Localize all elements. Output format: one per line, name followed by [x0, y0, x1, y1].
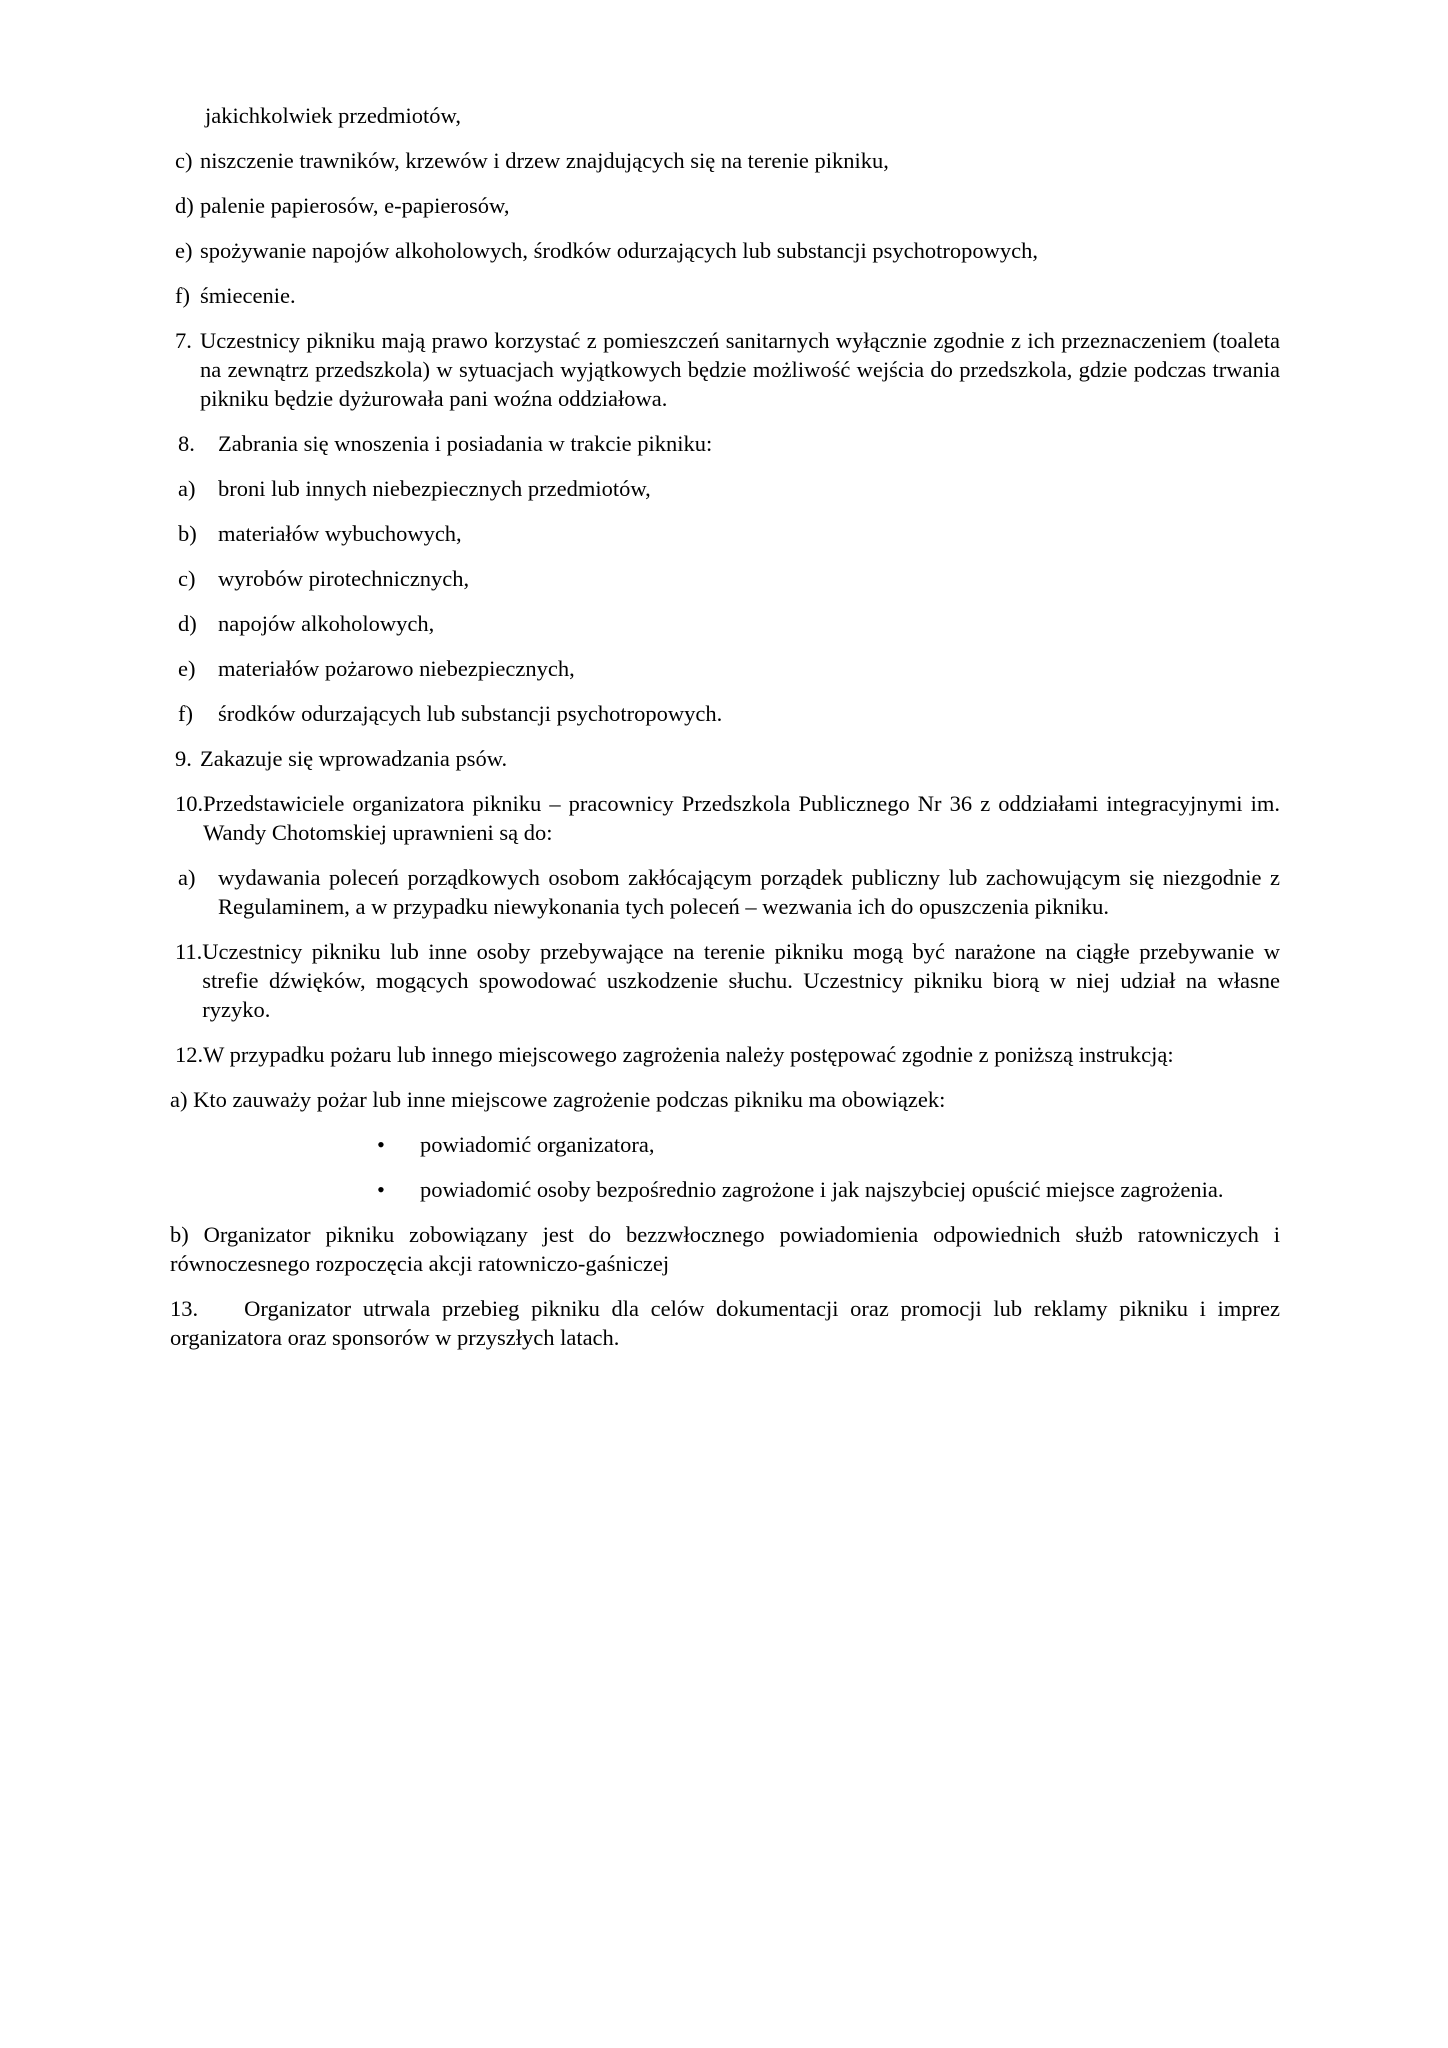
bullet-text: powiadomić organizatora,	[420, 1132, 655, 1157]
regulation-item-11	[170, 937, 1280, 1024]
list-marker: a)	[178, 476, 196, 501]
list-text: Kto zauważy pożar lub inne miejscowe zagrożenie podczas pikniku ma obowiązek:	[193, 1087, 946, 1112]
forbidden-item-d	[170, 609, 1280, 638]
list-marker: c)	[178, 566, 196, 591]
list-text: Organizator pikniku zobowiązany jest do bezzwłocznego powiadomienia odpowiednich służb ratowniczych i równoczesnego rozpoczęcia akcji ratowniczo-gaśniczej	[170, 1222, 1281, 1276]
list-text: wyrobów pirotechnicznych,	[218, 566, 470, 591]
list-text: wydawania poleceń porządkowych osobom zakłócającym porządek publiczny lub zachowującym się niezgodnie z Regulaminem, a w przypadku niewykonania tych poleceń – wezwania ich do opuszczenia pikniku.	[218, 865, 1280, 919]
bullet-item	[375, 1175, 1280, 1204]
regulation-item-12b	[170, 1220, 1280, 1278]
list-marker: e)	[178, 656, 196, 681]
regulation-item-10a	[170, 863, 1280, 921]
bullet-item	[375, 1130, 1280, 1159]
document-content	[170, 101, 1280, 1368]
item-text: Uczestnicy pikniku lub inne osoby przebywające na terenie pikniku mogą być narażone na ciągłe przebywanie w strefie dźwięków, mogących spowodować uszkodzenie słuchu. Uczestnicy pikniku biorą w niej udział na własne ryzyko.	[202, 939, 1280, 1022]
regulation-item-9	[170, 744, 1280, 773]
item-number: 9.	[175, 746, 192, 771]
list-marker: b)	[170, 1222, 189, 1247]
list-marker: d)	[178, 611, 197, 636]
item-text: Organizator utrwala przebieg pikniku dla celów dokumentacji oraz promocji lub reklamy pikniku i imprez organizatora oraz sponsorów w przyszłych latach.	[170, 1296, 1280, 1350]
list-item-c	[170, 146, 1280, 175]
regulation-item-8	[170, 429, 1280, 458]
list-marker: a)	[170, 1087, 188, 1112]
forbidden-item-c	[170, 564, 1280, 593]
continuation-line: jakichkolwiek przedmiotów,	[205, 103, 461, 128]
forbidden-item-f	[170, 699, 1280, 728]
forbidden-item-b	[170, 519, 1280, 548]
list-item-d	[170, 191, 1280, 220]
item-number: 12.	[175, 1042, 204, 1067]
bullet-icon: •	[377, 1177, 385, 1202]
bullet-icon: •	[377, 1132, 385, 1157]
item-number: 13.	[170, 1296, 199, 1321]
list-item-e	[170, 236, 1280, 265]
list-item-f	[170, 281, 1280, 310]
item-number: 8.	[178, 431, 195, 456]
item-text: Uczestnicy pikniku mają prawo korzystać z pomieszczeń sanitarnych wyłącznie zgodnie z ich przeznaczeniem (toaleta na zewnątrz przedszkola) w sytuacjach wyjątkowych będzie możliwość wejścia do przedszkola, gdzie podczas trwania pikniku będzie dyżurowała pani woźna oddziałowa.	[200, 328, 1280, 411]
list-text: broni lub innych niebezpiecznych przedmiotów,	[218, 476, 651, 501]
item-text: Zakazuje się wprowadzania psów.	[200, 746, 508, 771]
list-marker: f)	[175, 283, 190, 308]
item-number: 11.	[175, 939, 203, 964]
list-text: spożywanie napojów alkoholowych, środków odurzających lub substancji psychotropowych,	[200, 238, 1038, 263]
list-marker: a)	[178, 865, 196, 890]
list-text: palenie papierosów, e-papierosów,	[200, 193, 510, 218]
item-number: 7.	[175, 328, 192, 353]
item-text: Zabrania się wnoszenia i posiadania w trakcie pikniku:	[218, 431, 713, 456]
list-text: śmiecenie.	[200, 283, 296, 308]
list-marker: e)	[175, 238, 193, 263]
regulation-item-10	[170, 789, 1280, 847]
list-marker: d)	[175, 193, 194, 218]
list-text: środków odurzających lub substancji psychotropowych.	[218, 701, 723, 726]
list-text: materiałów pożarowo niebezpiecznych,	[218, 656, 575, 681]
bullet-text: powiadomić osoby bezpośrednio zagrożone i jak najszybciej opuścić miejsce zagrożenia.	[420, 1177, 1224, 1202]
list-text: napojów alkoholowych,	[218, 611, 435, 636]
list-text: niszczenie trawników, krzewów i drzew znajdujących się na terenie pikniku,	[200, 148, 889, 173]
regulation-item-12a	[170, 1085, 1280, 1114]
list-marker: b)	[178, 521, 197, 546]
item-number: 10.	[175, 791, 204, 816]
regulation-item-7	[170, 326, 1280, 413]
regulation-item-12	[170, 1040, 1280, 1069]
list-marker: f)	[178, 701, 193, 726]
list-marker: c)	[175, 148, 193, 173]
item-text: W przypadku pożaru lub innego miejscowego zagrożenia należy postępować zgodnie z poniższą instrukcją:	[203, 1042, 1174, 1067]
forbidden-item-a	[170, 474, 1280, 503]
item-text: Przedstawiciele organizatora pikniku – pracownicy Przedszkola Publicznego Nr 36 z oddziałami integracyjnymi im. Wandy Chotomskiej uprawnieni są do:	[203, 791, 1280, 845]
forbidden-item-e	[170, 654, 1280, 683]
regulation-item-13	[170, 1294, 1280, 1352]
list-text: materiałów wybuchowych,	[218, 521, 462, 546]
